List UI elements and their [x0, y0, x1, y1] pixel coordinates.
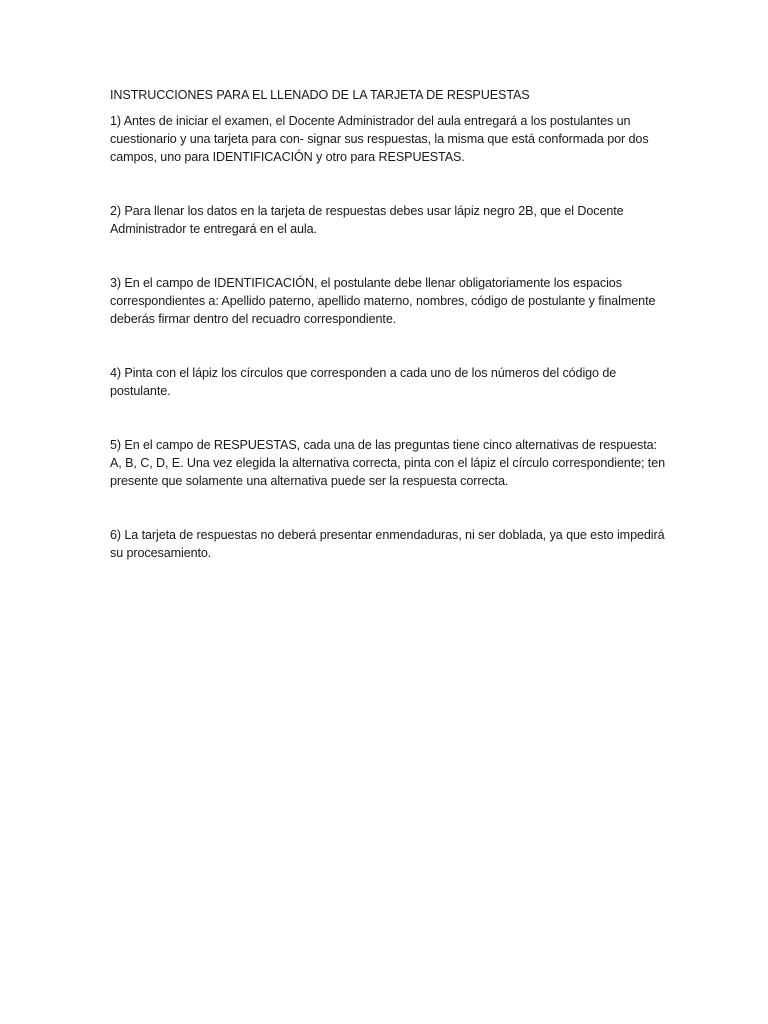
document-page: [110, 86, 670, 562]
instruction-paragraph-6: 6) La tarjeta de respuestas no deberá presentar enmendaduras, ni ser doblada, ya que esto impedirá su procesamiento.: [110, 528, 665, 560]
instruction-paragraph-1: 1) Antes de iniciar el examen, el Docente Administrador del aula entregará a los postulantes un cuestionario y una tarjeta para con- signar sus respuestas, la misma que está conformada por dos campos, uno para IDENTIFICACIÓN y otro para RESPUESTAS.: [110, 114, 649, 164]
instruction-paragraph-2: 2) Para llenar los datos en la tarjeta de respuestas debes usar lápiz negro 2B, que el Docente Administrador te entregará en el aula.: [110, 204, 624, 236]
document-title: INSTRUCCIONES PARA EL LLENADO DE LA TARJETA DE RESPUESTAS: [110, 88, 530, 102]
instruction-paragraph-5: 5) En el campo de RESPUESTAS, cada una de las preguntas tiene cinco alternativas de respuesta: A, B, C, D, E. Una vez elegida la alternativa correcta, pinta con el lápiz el círculo correspondiente; ten presente que solamente una alternativa puede ser la respuesta correcta.: [110, 438, 666, 488]
instruction-paragraph-4: 4) Pinta con el lápiz los círculos que corresponden a cada uno de los números del código de postulante.: [110, 366, 617, 398]
instruction-paragraph-3: 3) En el campo de IDENTIFICACIÓN, el postulante debe llenar obligatoriamente los espacios correspondientes a: Apellido paterno, apellido materno, nombres, código de postulante y finalmente deberás firmar dentro del recuadro correspondiente.: [110, 276, 656, 326]
